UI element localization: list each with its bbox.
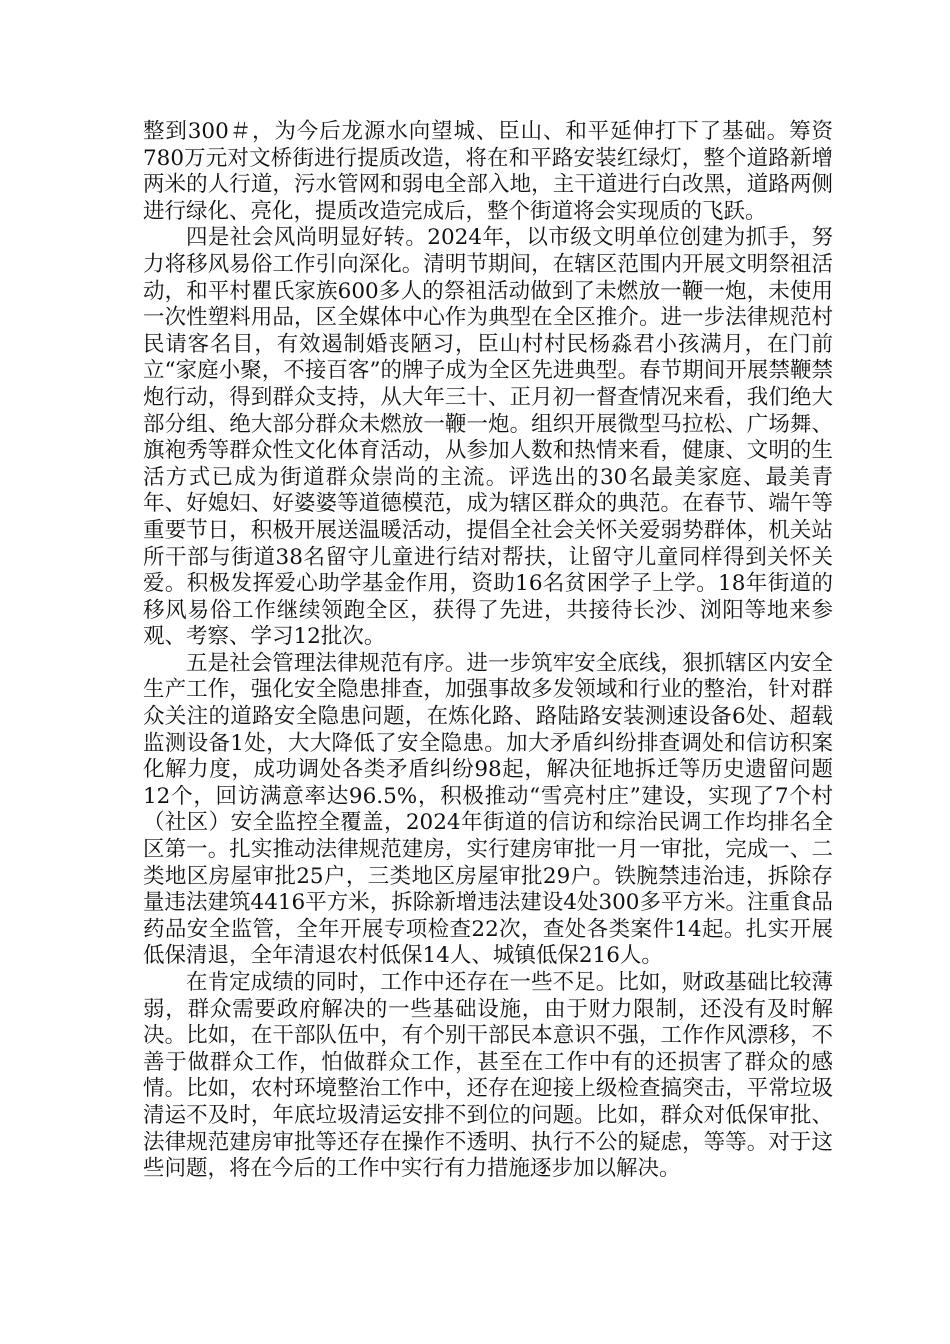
paragraph-infrastructure: 整到300＃，为今后龙源水向望城、臣山、和平延伸打下了基础。筹资780万元对文桥街进行提质改造，将在和平路安装红绿灯，整个道路新增两米的人行道，污水管网和弱电全部入地，主干道进行白改黑，道路两侧进行绿化、亮化，提质改造完成后，整个街道将会实现质的飞跃。 [143, 119, 833, 224]
paragraph-shortcomings: 在肯定成绩的同时，工作中还存在一些不足。比如，财政基础比较薄弱，群众需要政府解决的一些基础设施，由于财力限制，还没有及时解决。比如，在干部队伍中，有个别干部民本意识不强，工作作风漂移，不善于做群众工作，怕做群众工作，甚至在工作中有的还损害了群众的感情。比如，农村环境整治工作中，还存在迎接上级检查搞突击，平常垃圾清运不及时，年底垃圾清运安排不到位的问题。比如，群众对低保审批、法律规范建房审批等还存在操作不透明、执行不公的疑虑，等等。对于这些问题，将在今后的工作中实行有力措施逐步加以解决。 [143, 970, 833, 1182]
paragraph-social-management: 五是社会管理法律规范有序。进一步筑牢安全底线，狠抓辖区内安全生产工作，强化安全隐患排查，加强事故多发领域和行业的整治，针对群众关注的道路安全隐患问题，在炼化路、路陆路安装测速设备6处、超载监测设备1处，大大降低了安全隐患。加大矛盾纠纷排查调处和信访积案化解力度，成功调处各类矛盾纠纷98起，解决征地拆迁等历史遗留问题12个，回访满意率达96.5%，积极推动“雪亮村庄”建设，实现了7个村（社区）安全监控全覆盖，2024年街道的信访和综治民调工作均排名全区第一。扎实推动法律规范建房，实行建房审批一月一审批，完成一、二类地区房屋审批25户，三类地区房屋审批29户。铁腕禁违治违，拆除存量违法建筑4416平方米，拆除新增违法建设4处300多平方米。注重食品药品安全监管，全年开展专项检查22次，查处各类案件14起。扎实开展低保清退，全年清退农村低保14人、城镇低保216人。 [143, 650, 833, 969]
paragraph-social-customs: 四是社会风尚明显好转。2024年，以市级文明单位创建为抓手，努力将移风易俗工作引向深化。清明节期间，在辖区范围内开展文明祭祖活动，和平村瞿氏家族600多人的祭祖活动做到了未燃放一鞭一炮，未使用一次性塑料用品，区全媒体中心作为典型在全区推介。进一步法律规范村民请客名目，有效遏制婚丧陋习，臣山村村民杨淼君小孩满月，在门前立“家庭小聚，不接百客”的牌子成为全区先进典型。春节期间开展禁鞭禁炮行动，得到群众支持，从大年三十、正月初一督查情况来看，我们绝大部分组、绝大部分群众未燃放一鞭一炮。组织开展微型马拉松、广场舞、旗袍秀等群众性文化体育活动，从参加人数和热情来看，健康、文明的生活方式已成为街道群众崇尚的主流。评选出的30名最美家庭、最美青年、好媳妇、好婆婆等道德模范，成为辖区群众的典范。在春节、端午等重要节日，积极开展送温暖活动，提倡全社会关怀关爱弱势群体，机关站所干部与街道38名留守儿童进行结对帮扶，让留守儿童同样得到关怀关爱。积极发挥爱心助学基金作用，资助16名贫困学子上学。18年街道的移风易俗工作继续领跑全区，获得了先进，共接待长沙、浏阳等地来参观、考察、学习12批次。 [143, 225, 833, 650]
document-body [143, 119, 833, 1183]
